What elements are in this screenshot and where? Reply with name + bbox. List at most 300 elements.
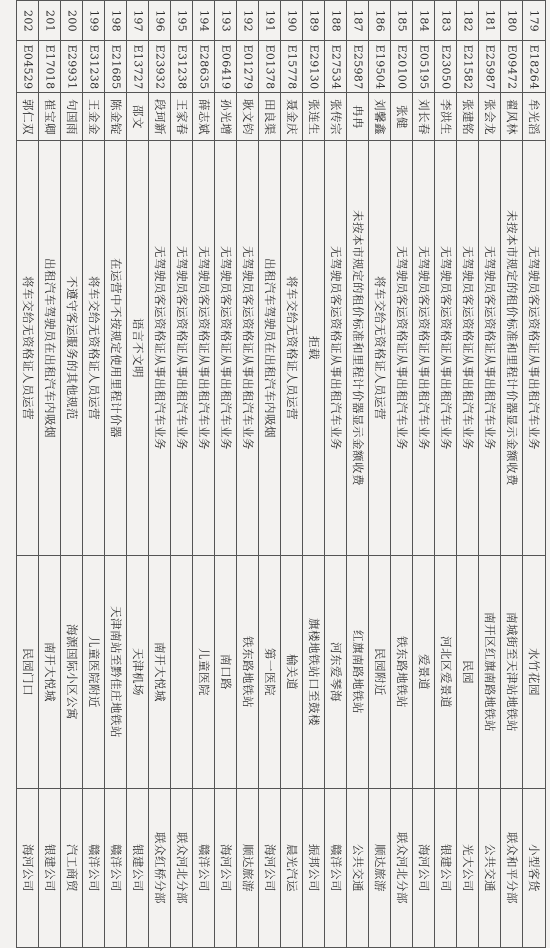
cell-text-reason: 无驾驶员客运资格证从事出租汽车业务 [461,246,475,450]
cell-name [479,92,501,140]
cell-reason [479,140,501,555]
cell-company [325,788,347,948]
cell-text-id: E27534 [329,44,343,89]
cell-text-company: 赣洋公司 [329,844,343,892]
table-row [434,0,457,948]
cell-text-name: 聂金庆 [285,98,299,135]
cell-company [237,788,259,948]
cell-text-place: 儿童医院 [197,648,211,696]
cell-text-id: E04529 [21,44,35,89]
cell-id [303,40,325,92]
cell-text-no: 192 [241,9,255,32]
table-row [368,0,391,948]
cell-text-reason: 将车交给无资格证人员运营 [285,276,299,420]
cell-text-reason: 无驾驶员客运资格证从事出租汽车业务 [395,246,409,450]
cell-place [391,555,413,788]
cell-reason [61,140,83,555]
cell-place [479,555,501,788]
cell-text-name: 田良渠 [263,98,277,135]
cell-text-reason: 出租汽车驾驶员在出租汽车内吸烟 [263,258,277,438]
cell-place [303,555,325,788]
cell-reason [281,140,303,555]
cell-reason [347,140,369,555]
cell-text-id: E17018 [43,44,57,89]
cell-place [369,555,391,788]
cell-place [105,555,127,788]
cell-company [215,788,237,948]
violation-table [16,0,544,948]
cell-company [501,788,523,948]
cell-name [105,92,127,140]
cell-text-place: 河东爱琴海 [329,642,343,702]
cell-no [369,0,391,40]
cell-text-id: E13727 [131,44,145,89]
cell-name [325,92,347,140]
cell-text-place: 红旗南路地铁站 [351,630,365,714]
cell-id [281,40,303,92]
cell-text-place: 民园 [461,660,475,684]
cell-no [303,0,325,40]
cell-text-company: 银建公司 [43,844,57,892]
cell-text-reason: 将车交给无资格证人员运营 [373,276,387,420]
cell-text-name: 王家春 [175,98,189,135]
cell-text-name: 孙光增 [219,98,233,135]
cell-name [171,92,193,140]
table-row [500,0,523,948]
cell-id [479,40,501,92]
cell-id [127,40,149,92]
cell-name [193,92,215,140]
cell-no [391,0,413,40]
cell-text-company: 赣洋公司 [109,844,123,892]
cell-name [259,92,281,140]
cell-text-name: 张建铭 [461,98,475,135]
cell-no [61,0,83,40]
cell-no [259,0,281,40]
cell-text-id: E01279 [241,44,255,89]
cell-place [325,555,347,788]
cell-text-reason: 无驾驶员客运资格证从事出租汽车业务 [153,246,167,450]
cell-reason [413,140,435,555]
cell-text-place: 天津机场 [131,648,145,696]
cell-no [281,0,303,40]
cell-company [391,788,413,948]
cell-no [149,0,171,40]
cell-text-reason: 未按本市规定的租价标准和里程计价器显示金额收费 [351,210,365,486]
cell-reason [237,140,259,555]
table-row [478,0,501,948]
cell-reason [39,140,61,555]
cell-text-reason: 无驾驶员客运资格证从事出租汽车业务 [219,246,233,450]
table-row [522,0,546,948]
cell-reason [369,140,391,555]
cell-text-no: 182 [461,9,475,32]
cell-reason [17,140,39,555]
cell-text-no: 187 [351,9,365,32]
cell-reason [501,140,523,555]
cell-name [39,92,61,140]
cell-text-name: 李洪生 [439,98,453,135]
cell-place [171,555,193,788]
cell-text-no: 198 [109,9,123,32]
cell-place [17,555,39,788]
cell-text-no: 180 [505,9,519,32]
cell-id [435,40,457,92]
cell-id [17,40,39,92]
cell-place [435,555,457,788]
cell-text-place: 旗楼地铁站口至鼓楼 [307,618,321,726]
cell-text-place: 民园门口 [21,648,35,696]
cell-text-place: 南开区红旗南路地铁站 [483,612,497,732]
cell-text-no: 193 [219,9,233,32]
cell-text-place: 儿童医院附近 [87,636,101,708]
cell-name [281,92,303,140]
cell-id [347,40,369,92]
cell-text-name: 句国雨 [65,98,79,135]
cell-text-name: 王金金 [87,98,101,135]
cell-text-id: E31238 [175,44,189,89]
cell-reason [127,140,149,555]
cell-company [259,788,281,948]
cell-company [479,788,501,948]
cell-reason [215,140,237,555]
cell-text-place: 南开大悦城 [153,642,167,702]
cell-reason [523,140,545,555]
cell-text-company: 银建公司 [439,844,453,892]
cell-company [149,788,171,948]
cell-text-reason: 未按本市规定的租价标准和里程计价器显示金额收费 [505,210,519,486]
cell-no [347,0,369,40]
cell-place [127,555,149,788]
cell-no [215,0,237,40]
cell-text-reason: 拒载 [307,336,321,360]
cell-text-reason: 无驾驶员客运资格证从事出租汽车业务 [197,246,211,450]
cell-text-place: 海源国际小区公寓 [65,624,79,720]
cell-text-no: 194 [197,9,211,32]
cell-id [391,40,413,92]
cell-name [61,92,83,140]
cell-text-company: 光大公司 [461,844,475,892]
cell-name [523,92,545,140]
cell-text-id: E23932 [153,44,167,89]
cell-no [83,0,105,40]
cell-text-company: 联众河北分部 [175,832,189,904]
cell-text-id: E23050 [439,44,453,89]
cell-name [391,92,413,140]
cell-company [17,788,39,948]
cell-id [413,40,435,92]
cell-no [127,0,149,40]
cell-text-company: 赣洋公司 [197,844,211,892]
cell-text-name: 刘长春 [417,98,431,135]
cell-text-place: 河北区爱景道 [439,636,453,708]
table-row [16,0,39,948]
cell-company [347,788,369,948]
cell-text-place: 水竹花园 [527,648,541,696]
cell-text-place: 南城街至天津站地铁站 [505,612,519,732]
cell-text-company: 小型客货 [527,844,541,892]
cell-company [127,788,149,948]
cell-text-name: 耿文钧 [241,98,255,135]
cell-text-place: 民园附近 [373,648,387,696]
cell-no [413,0,435,40]
cell-text-reason: 无驾驶员客运资格证从事出租汽车业务 [175,246,189,450]
cell-id [215,40,237,92]
cell-text-id: E28635 [197,44,211,89]
cell-company [193,788,215,948]
cell-text-name: 薛志斌 [197,98,211,135]
cell-company [435,788,457,948]
cell-name [127,92,149,140]
cell-id [325,40,347,92]
cell-text-name: 郭仁双 [21,98,35,135]
cell-reason [171,140,193,555]
cell-name [149,92,171,140]
table-row [214,0,237,948]
cell-id [523,40,545,92]
cell-no [237,0,259,40]
cell-company [39,788,61,948]
cell-no [193,0,215,40]
table-row [170,0,193,948]
cell-id [105,40,127,92]
cell-reason [193,140,215,555]
cell-company [171,788,193,948]
cell-text-reason: 无驾驶员客运资格证从事出租汽车业务 [527,246,541,450]
cell-text-no: 189 [307,9,321,32]
cell-text-id: E09472 [505,44,519,89]
cell-text-id: E29130 [307,44,321,89]
cell-text-name: 崔宝卿 [43,98,57,135]
cell-no [435,0,457,40]
table-row [60,0,83,948]
cell-text-name: 邵文 [131,104,145,129]
cell-text-name: 翟风林 [505,98,519,135]
cell-name [435,92,457,140]
cell-text-company: 顺达旅游 [373,844,387,892]
cell-text-reason: 无驾驶员客运资格证从事出租汽车业务 [483,246,497,450]
cell-reason [303,140,325,555]
cell-no [39,0,61,40]
cell-reason [435,140,457,555]
cell-name [215,92,237,140]
cell-company [413,788,435,948]
cell-company [105,788,127,948]
cell-text-reason: 不遵守客运服务的其他规范 [65,276,79,420]
cell-text-company: 晨光汽运 [285,844,299,892]
cell-name [501,92,523,140]
cell-text-reason: 无驾驶员客运资格证从事出租汽车业务 [417,246,431,450]
table-row [456,0,479,948]
cell-text-company: 联众红桥分部 [153,832,167,904]
cell-text-reason: 将车交给无资格证人员运营 [87,276,101,420]
cell-text-name: 张会龙 [483,98,497,135]
table-row [148,0,171,948]
cell-text-id: E01378 [263,44,277,89]
table-row [390,0,413,948]
cell-place [39,555,61,788]
cell-text-company: 公共交通 [483,844,497,892]
cell-place [413,555,435,788]
cell-name [457,92,479,140]
cell-id [501,40,523,92]
cell-text-name: 冉冉 [351,104,365,129]
cell-text-no: 179 [527,9,541,32]
cell-reason [391,140,413,555]
cell-text-id: E21582 [461,44,475,89]
cell-no [457,0,479,40]
cell-text-reason: 在运营中不按规定使用里程计价器 [109,258,123,438]
table-row [302,0,325,948]
cell-text-place: 第一医院 [263,648,277,696]
cell-text-reason: 无驾驶员客运资格证从事出租汽车业务 [241,246,255,450]
cell-text-id: E06419 [219,44,233,89]
cell-place [281,555,303,788]
cell-text-company: 联众河北分部 [395,832,409,904]
cell-place [83,555,105,788]
cell-text-name: 张传宗 [329,98,343,135]
cell-place [61,555,83,788]
cell-text-id: E19504 [373,44,387,89]
cell-place [237,555,259,788]
cell-text-name: 牟光滔 [527,98,541,135]
cell-text-no: 196 [153,9,167,32]
cell-no [17,0,39,40]
cell-text-id: E18264 [527,44,541,89]
cell-text-place: 铁东路地铁站 [395,636,409,708]
cell-text-no: 201 [43,9,57,32]
cell-name [17,92,39,140]
cell-no [105,0,127,40]
cell-text-id: E31238 [87,44,101,89]
cell-place [149,555,171,788]
cell-reason [457,140,479,555]
cell-reason [325,140,347,555]
table-row [258,0,281,948]
cell-company [83,788,105,948]
table-row [412,0,435,948]
cell-company [303,788,325,948]
cell-text-company: 海河公司 [417,844,431,892]
cell-text-place: 南开大悦城 [43,642,57,702]
cell-name [303,92,325,140]
cell-id [61,40,83,92]
cell-text-no: 191 [263,9,277,32]
cell-text-no: 185 [395,9,409,32]
cell-id [259,40,281,92]
cell-text-no: 199 [87,9,101,32]
cell-text-reason: 将车交给无资格证人员运营 [21,276,35,420]
cell-text-company: 海河公司 [21,844,35,892]
cell-id [237,40,259,92]
cell-name [369,92,391,140]
table-row [192,0,215,948]
cell-text-id: E05195 [417,44,431,89]
cell-text-no: 202 [21,9,35,32]
cell-text-name: 陈金锭 [109,98,123,135]
cell-text-no: 200 [65,9,79,32]
cell-text-no: 183 [439,9,453,32]
cell-no [171,0,193,40]
cell-place [501,555,523,788]
cell-place [193,555,215,788]
cell-text-no: 195 [175,9,189,32]
cell-text-company: 赣洋公司 [87,844,101,892]
cell-name [83,92,105,140]
cell-text-place: 榆关道 [285,654,299,690]
cell-text-place: 天津南站至黔佳庄地铁站 [109,606,123,738]
cell-reason [259,140,281,555]
cell-text-id: E15778 [285,44,299,89]
cell-text-place: 爱景道 [417,654,431,690]
cell-id [457,40,479,92]
cell-place [523,555,545,788]
cell-text-name: 段珂新 [153,98,167,135]
cell-text-id: E25987 [351,44,365,89]
cell-id [39,40,61,92]
cell-text-place: 南口路 [219,654,233,690]
cell-text-no: 186 [373,9,387,32]
cell-text-company: 海河公司 [263,844,277,892]
cell-text-name: 张健 [395,104,409,129]
cell-text-reason: 语言不文明 [131,318,145,378]
cell-text-name: 张连生 [307,98,321,135]
cell-text-company: 汽工商贸 [65,844,79,892]
cell-no [501,0,523,40]
cell-text-company: 振邦公司 [307,844,321,892]
table-row [346,0,369,948]
cell-id [83,40,105,92]
cell-place [215,555,237,788]
cell-text-name: 刘馨鑫 [373,98,387,135]
cell-no [325,0,347,40]
cell-text-no: 190 [285,9,299,32]
cell-text-reason: 出租汽车驾驶员在出租汽车内吸烟 [43,258,57,438]
cell-reason [83,140,105,555]
cell-text-id: E20100 [395,44,409,89]
cell-place [457,555,479,788]
cell-text-no: 181 [483,9,497,32]
cell-company [523,788,545,948]
cell-no [523,0,545,40]
cell-text-no: 184 [417,9,431,32]
cell-text-id: E25987 [483,44,497,89]
cell-text-reason: 无驾驶员客运资格证从事出租汽车业务 [329,246,343,450]
cell-id [149,40,171,92]
cell-id [193,40,215,92]
cell-name [237,92,259,140]
table-row [280,0,303,948]
cell-reason [105,140,127,555]
cell-text-company: 联众和平分部 [505,832,519,904]
cell-no [479,0,501,40]
table-row [126,0,149,948]
cell-company [369,788,391,948]
table-row [38,0,61,948]
cell-name [413,92,435,140]
cell-text-no: 188 [329,9,343,32]
table-row [82,0,105,948]
cell-text-no: 197 [131,9,145,32]
cell-place [259,555,281,788]
cell-text-id: E21685 [109,44,123,89]
cell-place [347,555,369,788]
cell-text-reason: 无驾驶员客运资格证从事出租汽车业务 [439,246,453,450]
cell-company [281,788,303,948]
cell-text-company: 顺达旅游 [241,844,255,892]
cell-name [347,92,369,140]
cell-company [457,788,479,948]
